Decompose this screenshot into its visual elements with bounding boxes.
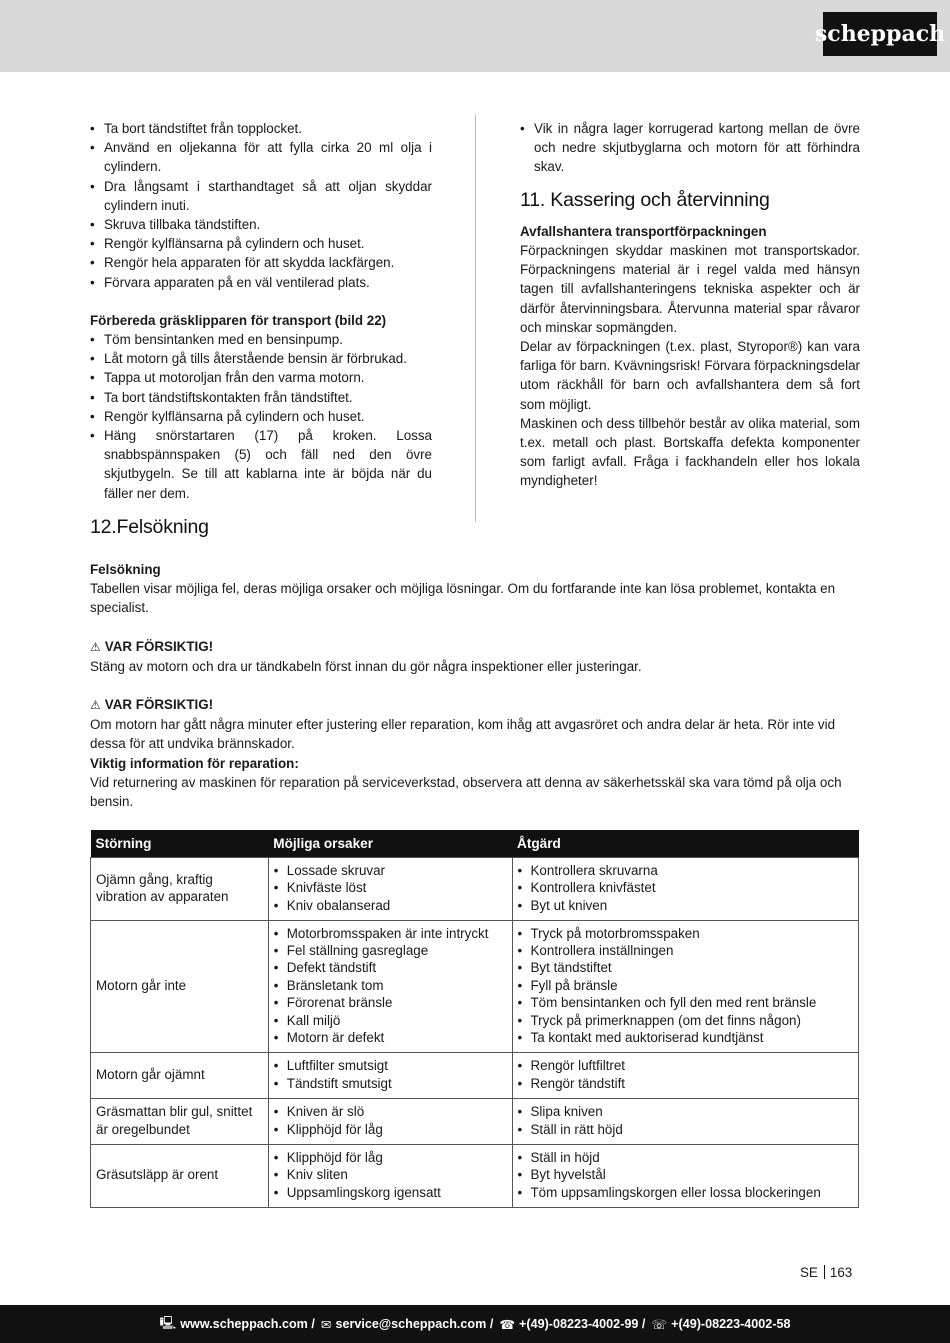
table-row	[91, 920, 859, 1052]
list-item: • Dra långsamt i starthandtaget så att oljan skyddar cylindern inuti.	[90, 177, 432, 215]
section-title-text: Kassering och återvinning	[550, 188, 770, 211]
fax-icon: ☏	[651, 1317, 668, 1332]
list-item: • Ta bort tändstiftet från topplocket.	[90, 119, 432, 138]
list-item: • Ställ in höjd	[518, 1149, 854, 1166]
problem-cell: Ojämn gång, kraftig vibration av apparaten	[91, 857, 269, 920]
causes-cell	[268, 857, 512, 920]
list-item: • Motorbromsspaken är inte intryckt	[274, 925, 507, 942]
list-item: • Kall miljö	[274, 1012, 507, 1029]
list-item: • Bränsletank tom	[274, 977, 507, 994]
page-number-value: 163	[829, 1265, 853, 1280]
list-item: • Töm bensintanken med en bensinpump.	[90, 330, 432, 349]
list-item: • Tappa ut motoroljan från den varma motorn.	[90, 368, 432, 387]
phone-number: +(49)-08223-4002-99 /	[519, 1317, 646, 1331]
list-item: • Använd en oljekanna för att fylla cirka 20 ml olja i cylindern.	[90, 138, 432, 176]
separator	[824, 1265, 825, 1279]
problem-cell: Motorn går ojämnt	[91, 1052, 269, 1098]
problem-cell: Gräsutsläpp är orent	[91, 1144, 269, 1207]
transport-heading: Förbereda gräsklipparen för transport (bild 22)	[90, 312, 387, 328]
list-item: • Motorn är defekt	[274, 1029, 507, 1046]
troubleshooting-table	[90, 830, 859, 1208]
causes-cell	[268, 1144, 512, 1207]
list-item: • Tryck på motorbromsspaken	[518, 925, 854, 942]
list-item: • Slipa kniven	[518, 1103, 854, 1120]
table-row	[91, 857, 859, 920]
paragraph: Förpackningen skyddar maskinen mot transportskador. Förpackningens material är i regel valda med hänsyn tagen till avfallshanteringens tekniska aspekter och är därför återvinningsbara. Återvunna material spar råvaror och minskar sopmängden.	[520, 243, 860, 335]
contact-footer	[0, 1305, 950, 1343]
paragraph: Vid returnering av maskinen för reparation på serviceverkstad, observera att denna av säkerhetsskäl ska vara tömd på olja och bensin.	[90, 774, 842, 810]
list-item: • Fyll på bränsle	[518, 977, 854, 994]
maintenance-list	[90, 119, 432, 292]
list-item: • Kniv sliten	[274, 1166, 507, 1183]
list-item: • Kontrollera knivfästet	[518, 879, 854, 896]
paragraph: Maskinen och dess tillbehör består av olika material, som t.ex. metall och plast. Bortskaffa defekta komponenter som farligt avfall. Fråga i fackhandeln eller hos lokala myndigheter!	[520, 415, 860, 489]
table-row	[91, 1144, 859, 1207]
warning-title	[90, 695, 860, 715]
problem-cell: Motorn går inte	[91, 920, 269, 1052]
warning-text: Om motorn har gått några minuter efter justering eller reparation, kom ihåg att avgasröret och andra delar är heta. Rör inte vid dessa för att undvika brännskador.	[90, 717, 836, 752]
list-item: • Rengör kylflänsarna på cylindern och huset.	[90, 407, 432, 426]
column-header: Åtgärd	[512, 830, 859, 857]
warning-triangle-icon: ⚠	[90, 639, 101, 654]
list-item: • Töm bensintanken och fyll den med rent bränsle	[518, 994, 854, 1011]
list-item: • Kniven är slö	[274, 1103, 507, 1120]
list-item: • Tändstift smutsigt	[274, 1075, 507, 1092]
troubleshooting-intro	[90, 560, 860, 811]
phone-icon: ☎	[499, 1317, 516, 1332]
list-item: • Rengör kylflänsarna på cylindern och huset.	[90, 234, 432, 253]
column-header: Störning	[91, 830, 269, 857]
table-row	[91, 1052, 859, 1098]
table-row	[91, 1098, 859, 1144]
list-item: • Förorenat bränsle	[274, 994, 507, 1011]
list-item: • Ställ in rätt höjd	[518, 1121, 854, 1138]
list-item: • Knivfäste löst	[274, 879, 507, 896]
list-item: • Töm uppsamlingskorgen eller lossa blockeringen	[518, 1184, 854, 1201]
column-divider	[475, 114, 476, 522]
problem-cell: Gräsmattan blir gul, snittet är oregelbundet	[91, 1098, 269, 1144]
column-header: Möjliga orsaker	[268, 830, 512, 857]
actions-cell	[512, 1144, 859, 1207]
section-12-title	[90, 516, 209, 539]
email-link[interactable]: service@scheppach.com /	[335, 1317, 494, 1331]
list-item: • Rengör hela apparaten för att skydda lackfärgen.	[90, 253, 432, 272]
fax-number: +(49)-08223-4002-58	[671, 1317, 791, 1331]
transport-list	[90, 330, 432, 503]
list-item: • Kontrollera inställningen	[518, 942, 854, 959]
list-item: • Skruva tillbaka tändstiften.	[90, 215, 432, 234]
paragraph: Delar av förpackningen (t.ex. plast, Styropor®) kan vara farliga för barn. Kvävningsrisk! Förvara förpackningsdelar utom räckhåll för barn och avfallshantera dem så fort som möjligt.	[520, 339, 860, 412]
right-column	[520, 119, 860, 491]
actions-cell	[512, 920, 859, 1052]
list-item: • Luftfilter smutsigt	[274, 1057, 507, 1074]
list-item: • Klipphöjd för låg	[274, 1149, 507, 1166]
list-item: • Ta bort tändstiftskontakten från tändstiftet.	[90, 388, 432, 407]
warning-label: VAR FÖRSIKTIG!	[104, 638, 214, 654]
list-item: • Klipphöjd för låg	[274, 1121, 507, 1138]
repair-heading: Viktig information för reparation:	[90, 755, 299, 771]
list-item: • Förvara apparaten på en väl ventilerad plats.	[90, 273, 432, 292]
list-item: • Byt hyvelstål	[518, 1166, 854, 1183]
list-item: • Uppsamlingskorg igensatt	[274, 1184, 507, 1201]
list-item: • Vik in några lager korrugerad kartong mellan de övre och nedre skjutbyglarna och motorn för att förhindra skav.	[520, 119, 860, 177]
warning-text: Stäng av motorn och dra ur tändkabeln först innan du gör några inspektioner eller justeringar.	[90, 658, 642, 674]
paragraph: Tabellen visar möjliga fel, deras möjliga orsaker och möjliga lösningar. Om du fortfarande inte kan lösa problemet, kontakta en specialist.	[90, 581, 836, 616]
list-item: • Kniv obalanserad	[274, 897, 507, 914]
section-number: 11.	[520, 188, 546, 211]
cardboard-list	[520, 119, 860, 177]
actions-cell	[512, 1098, 859, 1144]
page-number	[800, 1265, 852, 1280]
left-column	[90, 119, 432, 503]
computer-icon: 🖳	[159, 1315, 177, 1330]
website-link[interactable]: www.scheppach.com /	[180, 1317, 315, 1331]
list-item: • Byt ut kniven	[518, 897, 854, 914]
causes-cell	[268, 920, 512, 1052]
header-band	[0, 0, 950, 72]
troubleshooting-subheading: Felsökning	[90, 562, 161, 577]
table-header-row	[91, 830, 859, 857]
list-item: • Lossade skruvar	[274, 862, 507, 879]
list-item: • Rengör luftfiltret	[518, 1057, 854, 1074]
language-code: SE	[800, 1265, 818, 1280]
warning-label: VAR FÖRSIKTIG!	[104, 697, 214, 713]
list-item: • Ta kontakt med auktoriserad kundtjänst	[518, 1029, 854, 1046]
section-11-title	[520, 188, 860, 211]
list-item: • Låt motorn gå tills återstående bensin är förbrukad.	[90, 349, 432, 368]
section-title-text: Felsökning	[116, 516, 209, 538]
list-item: • Tryck på primerknappen (om det finns någon)	[518, 1012, 854, 1029]
actions-cell	[512, 857, 859, 920]
causes-cell	[268, 1052, 512, 1098]
list-item: • Rengör tändstift	[518, 1075, 854, 1092]
email-icon: ✉	[320, 1317, 332, 1332]
causes-cell	[268, 1098, 512, 1144]
scheppach-logo: scheppach	[823, 12, 937, 56]
packaging-heading: Avfallshantera transportförpackningen	[520, 223, 767, 239]
list-item: • Fel ställning gasreglage	[274, 942, 507, 959]
actions-cell	[512, 1052, 859, 1098]
list-item: • Defekt tändstift	[274, 959, 507, 976]
list-item: • Häng snörstartaren (17) på kroken. Lossa snabbspännspaken (5) och fäll ned den övre skjutbygeln. Se till att kablarna inte är böjda när du fäller ner dem.	[90, 426, 432, 503]
warning-title	[90, 637, 860, 657]
list-item: • Kontrollera skruvarna	[518, 862, 854, 879]
warning-triangle-icon: ⚠	[90, 698, 101, 713]
list-item: • Byt tändstiftet	[518, 959, 854, 976]
section-number: 12.	[90, 516, 117, 538]
